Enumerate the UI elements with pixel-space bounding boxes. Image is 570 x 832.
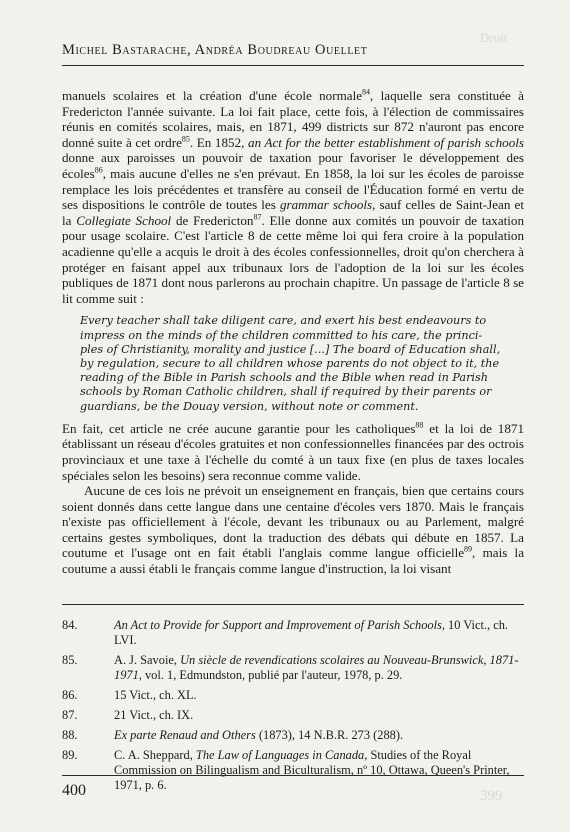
paragraph: En fait, cet article ne crée aucune garantie pour les catholiques$^{88}$ et la loi de 1871 établissant un réseau d'écoles gratuites et non confessionnelles financées par des octrois provinciaux et une taxe à l'échelle du comté à un taux fixe (en plus de taxes locales spéciales selon les besoins) sera reconnue comme valide. — [62, 420, 524, 483]
running-head: Michel Bastarache, Andréa Boudreau Ouellet — [62, 42, 368, 58]
quote-line: by regulation, secure to all children whose parents do not object to it, the — [80, 356, 500, 370]
block-quote — [80, 314, 512, 413]
footnote: 89. C. A. Sheppard, The Law of Languages in Canada, Studies of the Royal Commission on Bilingualism and Biculturalism, nº 10, Ottawa, Queen's Printer, 1971, p. 6. — [62, 748, 510, 792]
paragraph: Aucune de ces lois ne prévoit un enseignement en français, bien que certains cours soient donnés dans cette langue dans une centaine d'écoles vers 1870. Mais le français n'existe pas officiellement à l'école, devant les tribunaux ou au Parlement, malgré certains gestes symboliques, dont la traduction des débats qui débute en 1857. La coutume et l'usage ont en fait établi l'anglais comme langue officielle$^{89}$, mais la coutume a aussi établi le français comme langue d'instruction, la loi visant — [62, 483, 525, 577]
footnote-ref[interactable]: 86 — [94, 165, 103, 175]
page-number: 400 — [62, 782, 86, 799]
quote-line: schools by Roman Catholic children, shall if required by their parents or — [80, 385, 492, 399]
footnote-number: 84. — [62, 618, 78, 632]
bottom-rule — [62, 775, 524, 776]
footnote-number: 85. — [62, 653, 78, 667]
footnote-number: 89. — [62, 748, 78, 762]
main-text — [62, 88, 524, 577]
footnote-rule — [62, 604, 524, 605]
quote-line: impress on the minds of the children committed to his care, the princi- — [80, 328, 483, 342]
footnote-number: 86. — [62, 688, 78, 702]
quote-line: reading of the Bible in Parish schools and the Bible when read in Parish — [80, 371, 488, 385]
paragraph: manuels scolaires et la création d'une école normale$^{84}$, laquelle sera constituée à Fredericton l'année suivante. La loi fait place, cette fois, à l'élection de commissaires réunis en comités scolaires, mais, en 1871, 499 districts sur 872 n'auront pas encore donné suite à cet ordre$^{85}$. En 1852, an Act for the better establishment of parish schools donne aux paroisses un pouvoir de taxation pour favoriser le développement des écoles$^{86}$, mais aucune d'elles ne s'en prévaut. En 1858, la loi sur les écoles de paroisse remplace les lois précédentes et transfère au conseil de l'Éducation formé en vertu de ses dispositions le contrôle de toutes les grammar schools, sauf celles de Saint-Jean et la Collegiate School de Fredericton$^{87}$. Elle donne aux comités un pouvoir de taxation pour usage scolaire. C'est l'article 8 de cette même loi qui fera croire à la population acadienne qu'elle a acquis le droit à des écoles confessionnelles, droit qu'on cherchera à protéger en faisant appel aux tribunaux lors de l'adoption de la loi sur les écoles publiques de 1871 dont nous parlerons au prochain chapitre. Un passage de l'article 8 se lit comme suit : — [62, 87, 524, 306]
show-through-text: 399 — [480, 788, 503, 804]
footnote-ref[interactable]: 84 — [362, 87, 371, 97]
quote-line: ples of Christianity, morality and justice [...] The board of Education shall, — [80, 342, 501, 356]
footnote-ref[interactable]: 89 — [464, 545, 473, 555]
footnote: 86. 15 Vict., ch. XL. — [62, 688, 197, 702]
footnote-ref[interactable]: 85 — [181, 134, 190, 144]
header-rule — [62, 65, 524, 66]
footnote-ref[interactable]: 88 — [415, 420, 424, 430]
footnote-ref[interactable]: 87 — [253, 212, 262, 222]
footnote: 88. Ex parte Renaud and Others (1873), 14 N.B.R. 273 (288). — [62, 728, 404, 742]
footnote-number: 88. — [62, 728, 78, 742]
quote-line: Every teacher shall take diligent care, and exert his best endeavours to — [80, 314, 487, 328]
show-through-text: Droit — [480, 30, 508, 45]
footnote: 87. 21 Vict., ch. IX. — [62, 708, 194, 722]
footnote: 84. An Act to Provide for Support and Improvement of Parish Schools, 10 Vict., ch. LVI. — [62, 618, 508, 647]
footnotes — [62, 618, 524, 798]
quote-line: guardians, be the Douay version, without note or comment. — [80, 399, 419, 413]
footnote: 85. A. J. Savoie, Un siècle de revendications scolaires au Nouveau-Brunswick, 1871-1971, vol. 1, Edmundston, publié par l'auteur, 1978, p. 29. — [62, 653, 519, 682]
footnote-number: 87. — [62, 708, 78, 722]
